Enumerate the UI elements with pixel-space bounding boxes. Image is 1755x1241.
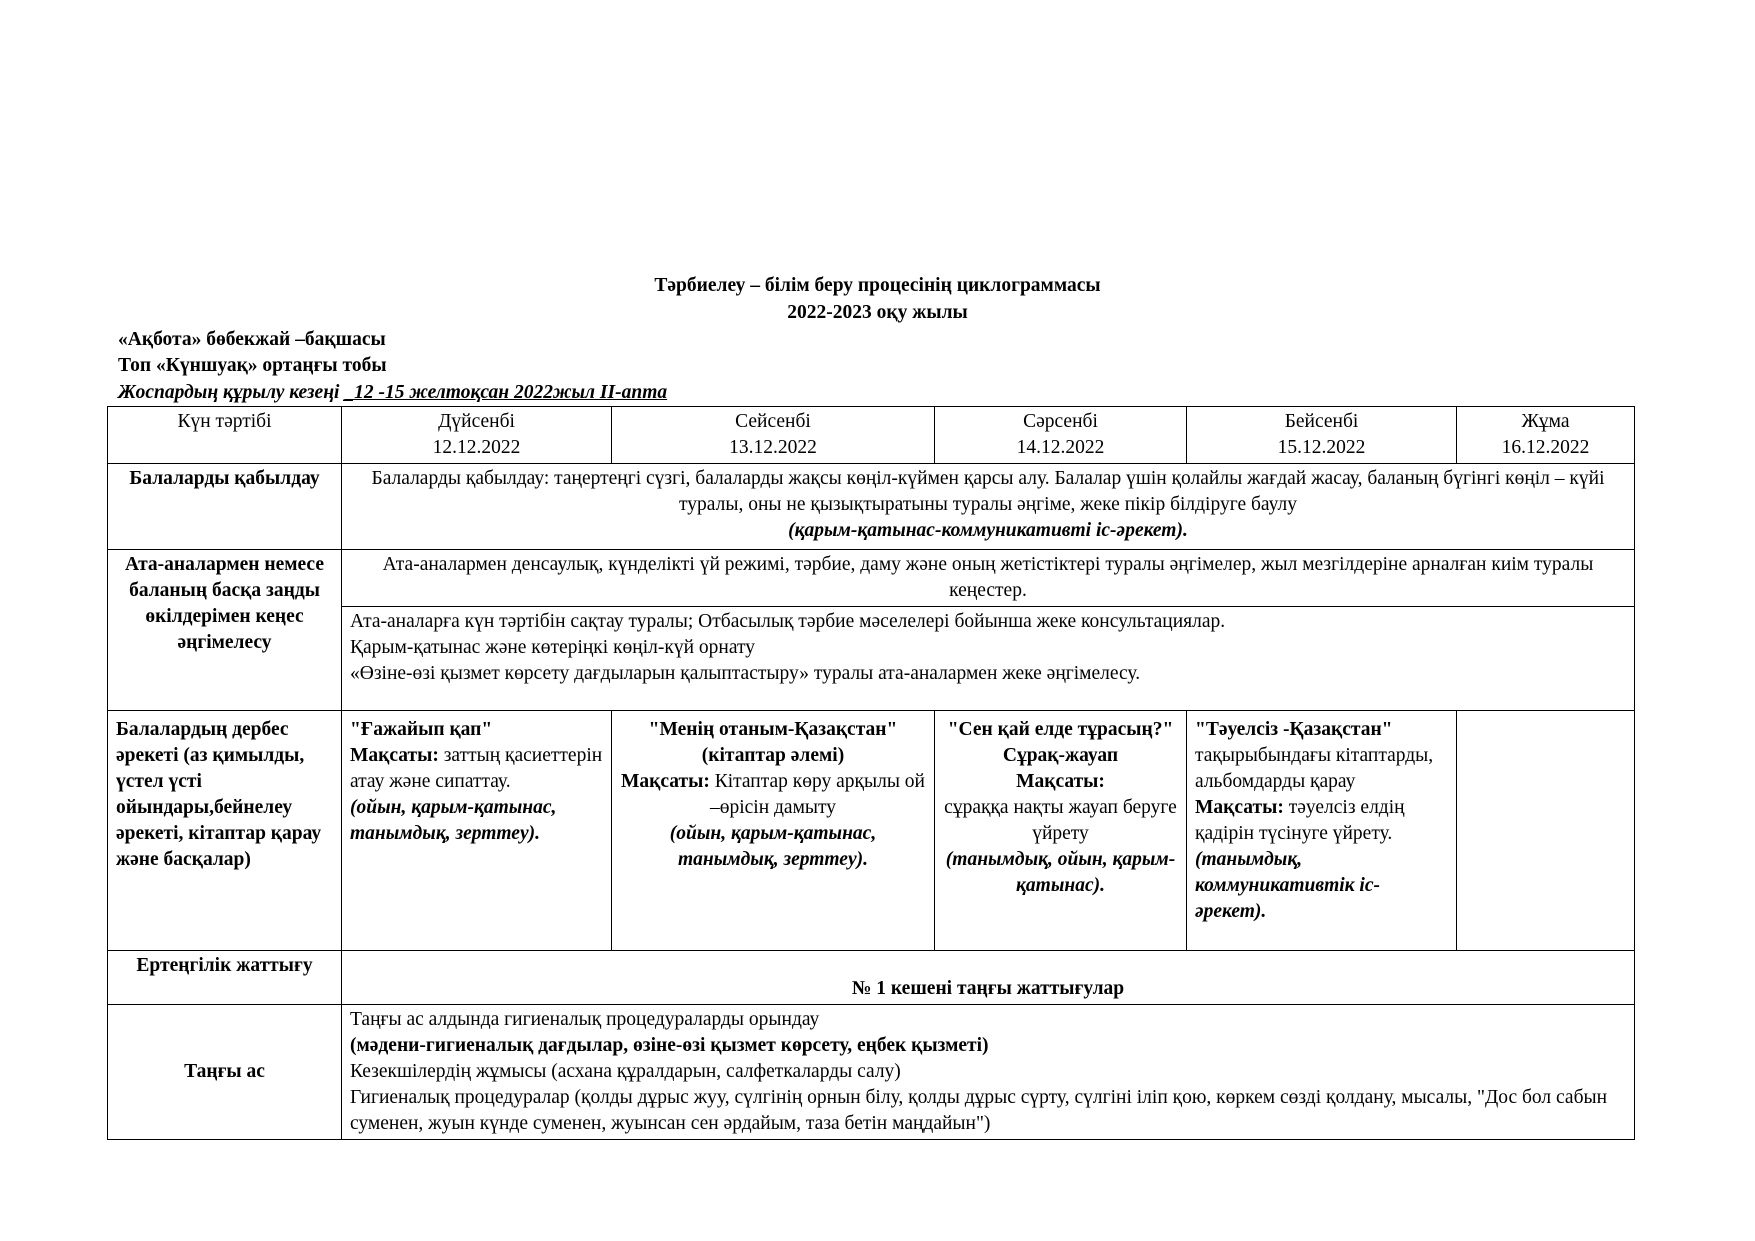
breakfast-text: Таңғы ас алдында гигиеналық процедураларды орындау (мәдени-гигиеналық дағдылар, өзіне-өзі қызмет көрсету, еңбек қызметі) Кезекшілердің жұмысы (асхана құралдарын, салфеткаларды салу) Гигиеналық процедуралар (қолды дұрыс жуу, сүлгінің орнын білу, қолды дұрыс сүрту, сүлгіні іліп қою, көркем сөзді қолдану, мысалы, "Дос бол сабын суменен, жуын күнде суменен, жуынсан сен әрдайым, таза бетін маңдайын") (342, 1005, 1635, 1140)
header-day-tuesday: Сейсенбі 13.12.2022 (612, 407, 935, 464)
header-daily-routine: Күн тәртібі (108, 407, 342, 464)
activity-monday: "Ғажайып қап" Мақсаты: заттың қасиеттерін атау және сипаттау. (ойын, қарым-қатынас, танымдық, зерттеу). (342, 711, 612, 951)
header-day-wednesday: Сәрсенбі 14.12.2022 (935, 407, 1187, 464)
group-name: Топ «Күншуақ» ортаңғы тобы (118, 355, 387, 376)
exercise-text: № 1 кешені таңғы жаттығулар (342, 951, 1635, 1005)
header-day-friday: Жұма 16.12.2022 (1457, 407, 1635, 464)
activity-wednesday: "Сен қай елде тұрасың?" Сұрақ-жауап Мақсаты: сұраққа нақты жауап беруге үйрету (танымдық, ойын, қарым-қатынас). (935, 711, 1187, 951)
parents-row-1 (108, 550, 1635, 607)
period-value: _12 -15 желтоқсан 2022жыл ІІ-апта (344, 382, 668, 403)
document-title: Тәрбиелеу – білім беру процесінің циклограммасы (654, 275, 1101, 296)
header-row (108, 407, 1635, 464)
period-label: Жоспардың құрылу кезеңі (118, 382, 345, 403)
organization-name: «Ақбота» бөбекжай –бақшасы (118, 329, 386, 350)
header-day-thursday: Бейсенбі 15.12.2022 (1187, 407, 1457, 464)
parents-label: Ата-аналармен немесе баланың басқа заңды өкілдерімен кеңес әңгімелесу (108, 550, 342, 711)
planning-period (118, 380, 667, 406)
schedule-table (107, 406, 1635, 1140)
exercise-label: Ертеңгілік жаттығу (108, 951, 342, 1005)
activity-tuesday: "Менің отаным-Қазақстан" (кітаптар әлемі) Мақсаты: Кітаптар көру арқылы ой –өрісін дамыту (ойын, қарым-қатынас, танымдық, зерттеу). (612, 711, 935, 951)
activity-row (108, 711, 1635, 951)
academic-year: 2022-2023 оқу жылы (787, 302, 968, 323)
header-day-monday: Дүйсенбі 12.12.2022 (342, 407, 612, 464)
reception-text: Балаларды қабылдау: таңертеңгі сүзгі, балаларды жақсы көңіл-күймен қарсы алу. Балалар үшін қолайлы жағдай жасау, баланың бүгінгі көңіл – күйі туралы, оны не қызықтыратыны туралы әңгіме, жеке пікір білдіруге баулу (қарым-қатынас-коммуникативті іс-әрекет). (342, 464, 1635, 550)
activity-friday (1457, 711, 1635, 951)
parents-text: Ата-аналармен денсаулық, күнделікті үй режимі, тәрбие, даму және оның жетістіктері туралы әңгімелер, жыл мезгілдеріне арналған киім туралы кеңестер. (342, 550, 1635, 607)
activity-thursday: "Тәуелсіз -Қазақстан" тақырыбындағы кітаптарды, альбомдарды қарау Мақсаты: тәуелсіз елдің қадірін түсінуге үйрету. (танымдық, коммуникативтік іс-әрекет). (1187, 711, 1457, 951)
activity-label: Балалардың дербес әрекеті (аз қимылды, үстел үсті ойындары,бейнелеу әрекеті, кітаптар қарау және басқалар) (108, 711, 342, 951)
breakfast-label: Таңғы ас (108, 1005, 342, 1140)
exercise-row (108, 951, 1635, 1005)
parents-consultations: Ата-аналарға күн тәртібін сақтау туралы; Отбасылық тәрбие мәселелері бойынша жеке консультациялар. Қарым-қатынас және көтеріңкі көңіл-күй орнату «Өзіне-өзі қызмет көрсету дағдыларын қалыптастыру» туралы ата-аналармен жеке әңгімелесу. (342, 607, 1635, 711)
reception-note: (қарым-қатынас-коммуникативті іс-әрекет). (788, 520, 1188, 541)
breakfast-row (108, 1005, 1635, 1140)
reception-row (108, 464, 1635, 550)
reception-label: Балаларды қабылдау (108, 464, 342, 550)
